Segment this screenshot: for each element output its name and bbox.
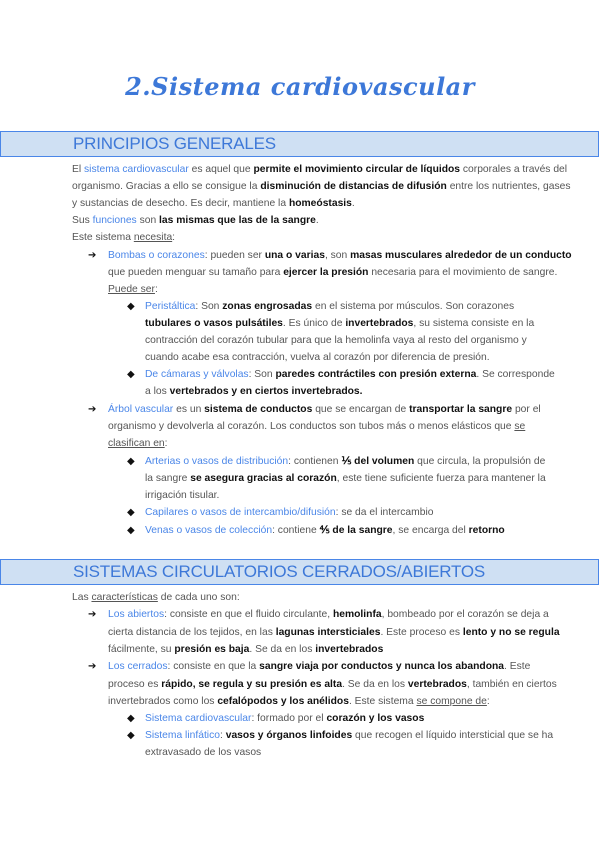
text: : [154,284,158,295]
text: que se encargan de [312,404,410,415]
text-line [145,712,424,726]
section-heading [0,131,599,157]
bold-text: paredes contráctiles con presión externa [275,369,477,380]
text-line [145,385,362,399]
text-line [145,729,553,743]
text: : consiste en que la [167,661,260,672]
text-line [145,472,546,486]
text: . Se da en los [342,679,408,690]
bold-text: tubulares o vasos pulsátiles [145,318,283,329]
bold-text: las mismas que las de la sangre [159,215,316,226]
text: es aquel que [188,164,254,175]
text-line [108,266,557,280]
text: invertebrados como los [108,696,218,707]
bold-text: transportar la sangre [409,404,513,415]
text-line [108,695,490,709]
text-line [72,180,570,194]
bold-text: vertebrados [407,679,467,690]
underlined-text: características [91,592,158,603]
text-line [145,506,433,520]
highlight-term: Venas o vasos de colección [145,525,273,536]
section-heading-text: PRINCIPIOS GENERALES [73,134,276,153]
text-line [145,300,514,314]
bold-text: ejercer la presión [283,267,369,278]
bold-text: hemolinfa [332,609,382,620]
text: . Es único de [282,318,346,329]
diamond-bullet-icon: ◆ [127,713,135,724]
text: es un [173,404,205,415]
bold-text: permite el movimiento circular de líquidos [253,164,461,175]
bold-text: ⅕ del volumen [341,456,415,467]
text: la sangre [145,473,191,484]
text: que circula, la propulsión de [414,456,546,467]
text: en el sistema por músculos. Son corazones [312,301,515,312]
bold-text: homeóstasis [288,198,352,209]
text: entre los nutrientes, gases [446,181,571,192]
text: . Este proceso es [380,627,463,638]
bold-text: masas musculares alrededor de un conducto [350,250,572,261]
text-line [108,626,560,640]
text: . Este sistema [348,696,417,707]
text: : [164,438,168,449]
text: que recogen el líquido intersticial que se ha [352,730,554,741]
text-line [145,334,527,348]
text-line [108,249,572,263]
text-line [145,524,505,538]
diamond-bullet-icon: ◆ [127,507,135,518]
text-line [72,214,319,228]
text: . [315,215,319,226]
section-heading [0,559,599,585]
text-line [145,351,490,365]
text-line [72,197,355,211]
text: organismo y devolverla al corazón. Los conductos son tubos más o menos elásticos que [108,421,515,432]
underlined-text: se compone de [416,696,487,707]
text-line [145,455,545,469]
text: : se da el intercambio [335,507,434,518]
highlight-term: Sistema cardiovascular [145,713,252,724]
bold-text: invertebrados [345,318,414,329]
text: . Se corresponde [476,369,555,380]
text: Sus [72,215,93,226]
text: , se encarga del [392,525,469,536]
highlight-term: Peristáltica [145,301,196,312]
text: organismo. Gracias a ello se consigue la [72,181,261,192]
text: : pueden ser [204,250,265,261]
underlined-text: Puede ser [108,284,155,295]
bold-text: vertebrados y en ciertos invertebrados. [169,386,363,397]
arrow-bullet-icon: ➔ [88,609,97,620]
text: . Este [504,661,531,672]
text: , su sistema consiste en la [413,318,535,329]
text: , este tiene suficiente fuerza para mantener la [336,473,546,484]
text: y sustancias de desecho. Es decir, mantiene la [72,198,289,209]
text: , son [324,250,351,261]
text-line [145,317,534,331]
text: extravasado de los vasos [145,747,262,758]
text-line [145,489,219,503]
arrow-bullet-icon: ➔ [88,661,97,672]
bold-text: sistema de conductos [204,404,313,415]
highlight-term: Los abiertos [108,609,165,620]
underlined-text: clasifican en [108,438,165,449]
highlight-term: Sistema linfático [145,730,220,741]
text: cierta distancia de los tejidos, en las [108,627,276,638]
bold-text: ⅘ de la sangre [319,525,393,536]
text-line [108,678,557,692]
text-line [72,591,240,605]
diamond-bullet-icon: ◆ [127,369,135,380]
text-line [108,643,383,657]
bold-text: disminución de distancias de difusión [260,181,447,192]
diamond-bullet-icon: ◆ [127,730,135,741]
arrow-bullet-icon: ➔ [88,404,97,415]
bold-text: retorno [468,525,505,536]
bold-text: lento y no se regula [462,627,560,638]
text: , bombeado por el corazón se deja a [381,609,549,620]
text-line [108,660,530,674]
text: : contiene [272,525,320,536]
highlight-term: De cámaras y válvolas [145,369,249,380]
text: : [219,730,226,741]
highlight-term: Capilares o vasos de intercambio/difusión [145,507,336,518]
text-line [108,283,158,297]
bold-text: zonas engrosadas [222,301,313,312]
text-line [108,403,541,417]
text: corporales a través del [460,164,568,175]
text: irrigación tisular. [145,490,220,501]
bold-text: invertebrados [315,644,384,655]
text-line [145,368,555,382]
section-heading-text: SISTEMAS CIRCULATORIOS CERRADOS/ABIERTOS [73,562,486,581]
text: de cada uno son: [157,592,240,603]
text: contracción del corazón tubular para que la hemolinfa vaya al resto del organismo y [145,335,527,346]
text: fácilmente, su [108,644,175,655]
text: El [72,164,85,175]
diamond-bullet-icon: ◆ [127,301,135,312]
text: : consiste en que el fluido circulante, [164,609,333,620]
highlight-term: funciones [92,215,137,226]
text-line [145,746,261,760]
underlined-text: se [514,421,526,432]
bold-text: vasos y órganos linfoides [225,730,353,741]
highlight-term: sistema cardiovascular [84,164,189,175]
highlight-term: Árbol vascular [108,404,174,415]
diamond-bullet-icon: ◆ [127,525,135,536]
bold-text: presión es baja [174,644,250,655]
text: Las [72,592,92,603]
text: son [136,215,160,226]
text-line [72,231,175,245]
bold-text: corazón y los vasos [326,713,425,724]
text: a los [145,386,170,397]
text: : Son [248,369,276,380]
text-line [108,608,549,622]
text: : contienen [288,456,342,467]
text: proceso es [108,679,162,690]
bold-text: una o varias [264,250,325,261]
underlined-text: necesita [133,232,173,243]
highlight-term: Arterias o vasos de distribución [145,456,289,467]
page-title: 2.Sistema cardiovascular [125,72,475,101]
bold-text: cefalópodos y los anélidos [217,696,349,707]
diamond-bullet-icon: ◆ [127,456,135,467]
highlight-term: Los cerrados [108,661,168,672]
bold-text: lagunas intersticiales [275,627,381,638]
bold-text: se asegura gracias al corazón [190,473,337,484]
text-line [108,437,168,451]
text-line [72,163,567,177]
text: : formado por el [251,713,327,724]
text: : [486,696,490,707]
bold-text: rápido, se regula y su presión es alta [161,679,343,690]
text: cuando acabe esa contracción, vuelva al corazón por diferencia de presión. [145,352,490,363]
text: Este sistema [72,232,134,243]
text: por el [512,404,541,415]
text: , también en ciertos [466,679,557,690]
text: que pueden menguar su tamaño para [108,267,284,278]
arrow-bullet-icon: ➔ [88,250,97,261]
highlight-term: Bombas o corazones [108,250,205,261]
text: : Son [195,301,223,312]
text: necesaria para el movimiento de sangre. [368,267,558,278]
text: . Se da en los [249,644,316,655]
text: : [172,232,176,243]
text: . [351,198,355,209]
text-line [108,420,525,434]
bold-text: sangre viaja por conductos y nunca los abandona [259,661,505,672]
